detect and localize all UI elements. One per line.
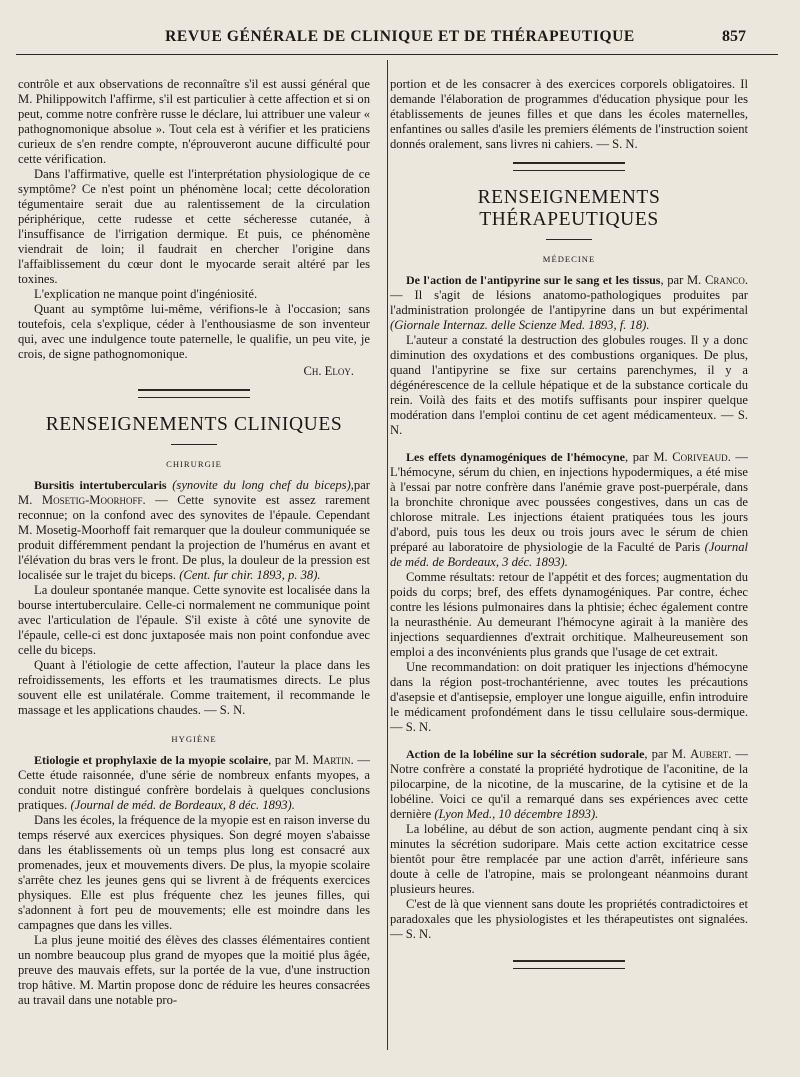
article-title: De l'action de l'antipyrine sur le sang et les tissus bbox=[406, 273, 661, 287]
header-rule bbox=[16, 54, 778, 55]
article-body: . — Il s'agit de lésions anatomo-pathologiques produites par l'administration prolongée de l'antipyrine dans un but expérimental bbox=[390, 273, 748, 317]
source-citation: (Giornale Internaz. delle Scienze Med. 1893, f. 18). bbox=[390, 318, 650, 332]
article-title: Etiologie et prophylaxie de la myopie scolaire bbox=[34, 753, 269, 767]
paragraph: portion et de les consacrer à des exercices corporels obligatoires. Il demande l'élaboration de programmes d'éducation physique pour les établissements de jeunes filles et que dans les écoles maternelles, enfantines ou salles d'asile les premiers éléments de l'instruction soient donnés oralement, sans livres ni cahiers. — S. N. bbox=[390, 77, 748, 151]
section-title: RENSEIGNEMENTS CLINIQUES bbox=[45, 414, 343, 435]
paragraph: La douleur spontanée manque. Cette synovite est localisée dans la bourse intertuberculaire. Celle-ci normalement ne communique point avec l'articulation de l'épaule. S'il existe à côté une synovite de l'épaule, celle-ci est donc juxtaposée mais non point confondue avec celle du biceps. bbox=[18, 583, 370, 657]
running-title: REVUE GÉNÉRALE DE CLINIQUE ET DE THÉRAPEUTIQUE bbox=[165, 28, 635, 45]
paragraph: L'explication ne manque point d'ingéniosité. bbox=[34, 287, 258, 301]
ornament-divider bbox=[513, 162, 625, 171]
paragraph: Dans l'affirmative, quelle est l'interprétation physiologique de ce symptôme? Ce n'est point un phénomène local; cette décoloration tégumentaire serait due au ralentissement de la circulation périphérique, cette rudesse et cette sécheresse cutanée, à l'insuffisance de l'irrigation dermique. Et puis, ce phénomène viendrait de loin; il faudrait en chercher l'origine dans l'affaiblissement du cœur dont le myocarde serait altéré par les toxines. bbox=[18, 167, 370, 286]
right-column bbox=[390, 77, 748, 985]
byline: , par M. bbox=[268, 753, 313, 767]
ornament-divider bbox=[138, 389, 250, 398]
paragraph: contrôle et aux observations de reconnaître s'il est aussi général que M. Philippowitch l'affirme, s'il est particulier à cette affection et si on peut, comme notre confrère russe le déclare, lui attribuer une valeur « pathognomonique absolue ». Tout cela est à vérifier et les praticiens curieux de s'en rendre compte, n'éprouveront aucune difficulté pour cette vérification. bbox=[18, 77, 370, 166]
article-title: Action de la lobéline sur la sécrétion sudorale bbox=[406, 747, 645, 761]
article-paragraph bbox=[390, 273, 748, 333]
section-title: RENSEIGNEMENTS THÉRAPEUTIQUES bbox=[477, 187, 661, 230]
paragraph: Dans les écoles, la fréquence de la myopie est en raison inverse du temps réservé aux exercices physiques. Son degré moyen s'abaisse dans les établissements où un temps plus long est consacré aux promenades, jeux et mouvements divers. De plus, la myopie scolaire s'arrête chez les jeunes gens qui se livrent à de fréquents exercices physiques. Elle est plus fréquente chez les jeunes filles, qui s'adonnent à fort peu de mouvements; elle est moindre dans les campagnes que dans les villes. bbox=[18, 813, 370, 932]
article-paragraph bbox=[390, 747, 748, 822]
source-citation: (Lyon Med., 10 décembre 1893). bbox=[434, 807, 599, 821]
short-rule bbox=[171, 444, 217, 445]
short-rule bbox=[546, 239, 592, 240]
byline: , par M. bbox=[660, 273, 705, 287]
article-paragraph bbox=[18, 478, 370, 583]
author-signature: Ch. Eloy. bbox=[303, 364, 354, 378]
paragraph: Quant au symptôme lui-même, vérifions-le à l'occasion; sans toutefois, cela s'explique, céder à l'enthousiasme de son inventeur qui, avec une indulgence toute paternelle, le qualifie, un peu vite, je crois, de signe pathognomonique. bbox=[18, 302, 370, 361]
left-column bbox=[18, 77, 370, 1008]
article-body: . — Notre confrère a constaté la propriété hydrotique de l'aconitine, de la pilocarpine, de la nicotine, de la muscarine, de la cytisine et de la lobéline. Voici ce qu'il a remarqué dans ses expériences avec cette dernière bbox=[390, 747, 748, 821]
source-citation: (Journal de méd. de Bordeaux, 3 déc. 1893). bbox=[390, 540, 748, 569]
category-heading: MÉDECINE bbox=[542, 254, 596, 264]
article-title: Bursitis intertubercularis bbox=[34, 478, 167, 492]
author-name: Coriveaud bbox=[672, 450, 728, 464]
page-number: 857 bbox=[722, 28, 746, 45]
source-citation: (Journal de méd. de Bordeaux, 8 déc. 1893). bbox=[70, 798, 295, 812]
author-name: Mosetig-Moorhoff bbox=[41, 493, 143, 507]
author-name: Cranco bbox=[704, 273, 745, 287]
category-heading: CHIRURGIE bbox=[166, 459, 222, 469]
article-title: Les effets dynamogéniques de l'hémocyne bbox=[406, 450, 625, 464]
spacer bbox=[390, 735, 748, 745]
category-heading: HYGIÈNE bbox=[171, 734, 217, 744]
byline: , par M. bbox=[644, 747, 691, 761]
paragraph: Quant à l'étiologie de cette affection, l'auteur la place dans les refroidissements, les efforts et les traumatismes directs. Le plus souvent elle est unilatérale. Comme traitement, il recommande le massage et les applications chaudes. — S. N. bbox=[18, 658, 370, 717]
byline: par M. bbox=[18, 478, 371, 507]
article-paragraph bbox=[390, 450, 748, 570]
paragraph: Comme résultats: retour de l'appétit et des forces; augmentation du poids du corps; bref, des effets dynamogéniques. Par contre, échec contre les lésions pulmonaires dans la phtisie; échec également contre la neurasthénie. Au demeurant l'hémocyne agirait à la manière des injections sequardiennes d'extrait orchitique. Malheureusement son emploi a des inconvénients plus grands que l'usage de cet extrait. bbox=[390, 570, 748, 659]
spacer bbox=[390, 438, 748, 448]
article-body: . — Cette synovite est assez rarement reconnue; on la confond avec des synovites de l'épaule. Cependant M. Mosetig-Moorhoff fait remarquer que la douleur communiquée se produit différemment pendant la projection de l'humérus en avant et l'élévation du bras vers le front. De plus, la douleur de la pression est localisée sur le trajet du biceps. bbox=[18, 493, 370, 582]
source-citation: (Cent. fur chir. 1893, p. 38). bbox=[179, 568, 321, 582]
author-name: Aubert bbox=[690, 747, 729, 761]
byline: , par M. bbox=[625, 450, 673, 464]
ornament-divider bbox=[513, 960, 625, 969]
paragraph: La lobéline, au début de son action, augmente pendant cinq à six minutes la sécrétion sudoripare. Mais cette action excitatrice cesse bientôt pour être remplacée par une action d'arrêt, inférieure sans doute à celle de l'atropine, mais se prolongeant néanmoins durant plusieurs heures. bbox=[390, 822, 748, 896]
page-header bbox=[40, 28, 760, 52]
article-body: . — L'hémocyne, sérum du chien, en injections hypodermiques, a été mise à l'essai par notre confrère dans l'anémie grave post-puerpérale, dans la bronchite chronique avec poussées congestives, dans un cas de chlorose mitrale. Les injections étaient pratiquées tous les jours d'abord, puis tous les deux ou trois jours avec le sérum de chien préparé au laboratoire de physiologie de la Faculté de Paris bbox=[390, 450, 748, 554]
article-body: . — Cette étude raisonnée, d'une série de nombreux enfants myopes, a conduit notre distingué confrère bordelais à quelques conclusions pratiques. bbox=[18, 753, 370, 812]
paragraph: Une recommandation: on doit pratiquer les injections d'hémocyne dans la région post-trochantérienne, avec toutes les précautions d'asepsie et d'antisepsie, employer une longue aiguille, enfin introduire le médicament profondément dans le tissu cellulaire sous-dermique. — S. N. bbox=[390, 660, 748, 734]
paragraph: L'auteur a constaté la destruction des globules rouges. Il y a donc diminution des oxydations et des combustions organiques. De plus, quand l'antipyrine se fixe sur certains parenchymes, il y a dégénérescence de la cellule hépatique et de la substance corticale du rein. Voilà des faits et des motifs suffisants pour inspirer quelque modération dans l'emploi continu de cet agent médicamenteux. — S. N. bbox=[390, 333, 748, 437]
paragraph: C'est de là que viennent sans doute les propriétés contradictoires et paradoxales que les physiologistes et les thérapeutistes ont signalées. — S. N. bbox=[390, 897, 748, 941]
paragraph: La plus jeune moitié des élèves des classes élémentaires contient un nombre beaucoup plus grand de myopes que la moitié plus âgée, preuve des mauvais effets, sur la portée de la vue, d'une instruction trop hâtive. M. Martin propose donc de réduire les heures consacrées au travail dans une notable pro- bbox=[18, 933, 370, 1007]
author-name: Martin bbox=[312, 753, 351, 767]
article-paragraph bbox=[18, 753, 370, 813]
column-divider bbox=[387, 60, 388, 1050]
article-subtitle: (synovite du long chef du biceps), bbox=[172, 478, 354, 492]
